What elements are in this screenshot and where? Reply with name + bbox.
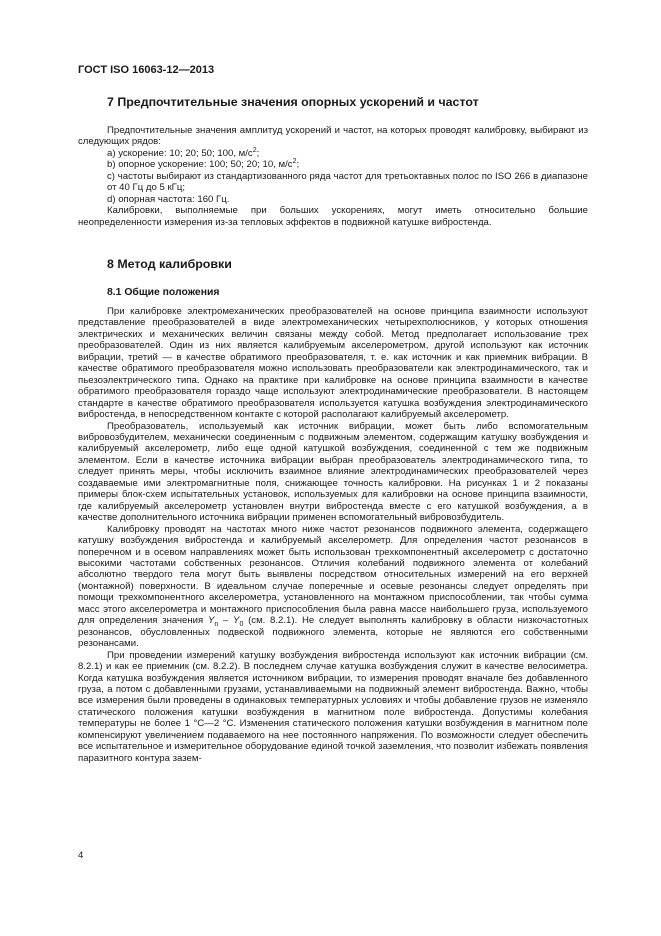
- section-8-1-body: [78, 306, 588, 764]
- paragraph-1: При калибровке электромеханических преобразователей на основе принципа взаимности используют представление преобразователей в виде электромеханических четырехполюсников, у которых отношения электрических и механических величин связаны между собой. Метод предполагает использование трех преобразователей. Один из них является калибруемым акселерометром, другой используют как источник вибрации, третий — в качестве обратимого преобразователя, т. е. как источник и как приемник вибрации. В качестве обратимого преобразователя можно использовать преобразователи как электродинамического, так и пьезоэлектрического типа. Однако на практике при калибровке на основе принципа взаимности в качестве обратимого преобразователя гораздо чаще используют электродинамические преобразователи. В настоящем стандарте в качестве обратимого преобразователя используется катушка возбуждения электродинамического вибростенда, в непосредственном контакте с которой располагают калибруемый акселерометр.: [78, 306, 588, 421]
- paragraph-4: При проведении измерений катушку возбуждения вибростенда используют как источник вибрации (см. 8.2.1) и как ее приемник (см. 8.2.2). В последнем случае катушка возбуждения служит в качестве велосиметра. Когда катушка возбуждения является источником вибрации, то измерения проводят вначале без добавленного груза, а потом с добавленными грузами, устанавливаемыми на подвижный элемент вибростенда. Важно, чтобы все измерения были проведены в одинаковых температурных условиях и чтобы добавление грузов не изменяло статического положения катушки возбуждения в магнитном поле вибростенда. Допустимы колебания температуры не более 1 °С—2 °С. Изменения статического положения катушки возбуждения в магнитном поле компенсируют увеличением подаваемого на нее постоянного напряжения. По возможности следует обеспечить все испытательное и измерительное оборудование единой точкой заземления, что позволит избежать появления паразитного контура зазем-: [78, 649, 588, 764]
- section-7-note: Калибровки, выполняемые при больших ускорениях, могут иметь относительно большие неопределенности измерения из-за тепловых эффектов в подвижной катушке вибростенда.: [78, 205, 588, 228]
- section-7-intro: Предпочтительные значения амплитуд ускорений и частот, на которых проводят калибровку, выбирают из следующих рядов:: [78, 125, 588, 148]
- paragraph-2: Преобразователь, используемый как источник вибрации, может быть либо вспомогательным вибровозбудителем, механически соединенным с подвижным элементом, содержащим катушку возбуждения и калибруемый акселерометр, либо еще одной катушкой возбуждения, соединенной с тем же подвижным элементом. Если в качестве источника вибрации выбран преобразователь электродинамического типа, то следует принять меры, чтобы исключить взаимное влияние электродинамических преобразователей через создаваемые ими электромагнитные поля, снижающее точность калибровки. На рисунках 1 и 2 показаны примеры блок-схем испытательных установок, используемых для калибровки на основе принципа взаимности, где калибруемый акселерометр установлен внутри вибростенда вместе с его катушкой возбуждения, а в качестве дополнительного источника вибрации применен вспомогательный вибровозбудитель.: [78, 420, 588, 524]
- list-item-c: c) частоты выбирают из стандартизованного ряда частот для третьоктавных полос по ISO 266 в диапазоне от 40 Гц до 5 кГц;: [107, 170, 588, 194]
- list-item-a: a) ускорение: 10; 20; 50; 100, $м/с^2$;: [107, 146, 260, 159]
- subsection-8-1-heading: 8.1 Общие положения: [107, 287, 220, 298]
- paragraph-3: Калибровку проводят на частотах много ниже частот резонансов подвижного элемента, содержащего катушку возбуждения вибростенда и калибруемый акселерометр. Для определения частот резонансов в поперечном и в осевом направлениях может быть использован трехкомпонентный акселерометр с достаточно высокими частотами собственных резонансов. Отличия колебаний подвижного элемента от колебаний абсолютно твердого тела могут быть выявлены посредством относительных измерений на его верхней (монтажной) поверхности. В идеальном случае поперечные и осевые резонансы следует определять при помощи трехкомпонентного акселерометра, установленного на монтажном приспособлении, так чтобы сумма масс этого акселерометра и монтажного приспособления была равна массе наибольшего груза, используемого для определения значения $Y_n - Y_0$ (см. 8.2.1). Не следует выполнять калибровку в области низкочастотных резонансов, обусловленных подвеской подвижного элемента, которые не являются его собственными резонансами.: [78, 523, 588, 650]
- section-7-body: [78, 125, 588, 228]
- standard-header: ГОСТ ISO 16063-12—2013: [78, 64, 215, 76]
- page-number: 4: [78, 850, 84, 861]
- section-7-heading: 7 Предпочтительные значения опорных ускорений и частот: [107, 95, 479, 109]
- list-item-d: d) опорная частота: 160 Гц.: [107, 193, 230, 205]
- section-8-heading: 8 Метод калибровки: [107, 257, 232, 271]
- list-item-b: b) опорное ускорение: 100; 50; 20; 10, $м/с^2$;: [107, 158, 300, 171]
